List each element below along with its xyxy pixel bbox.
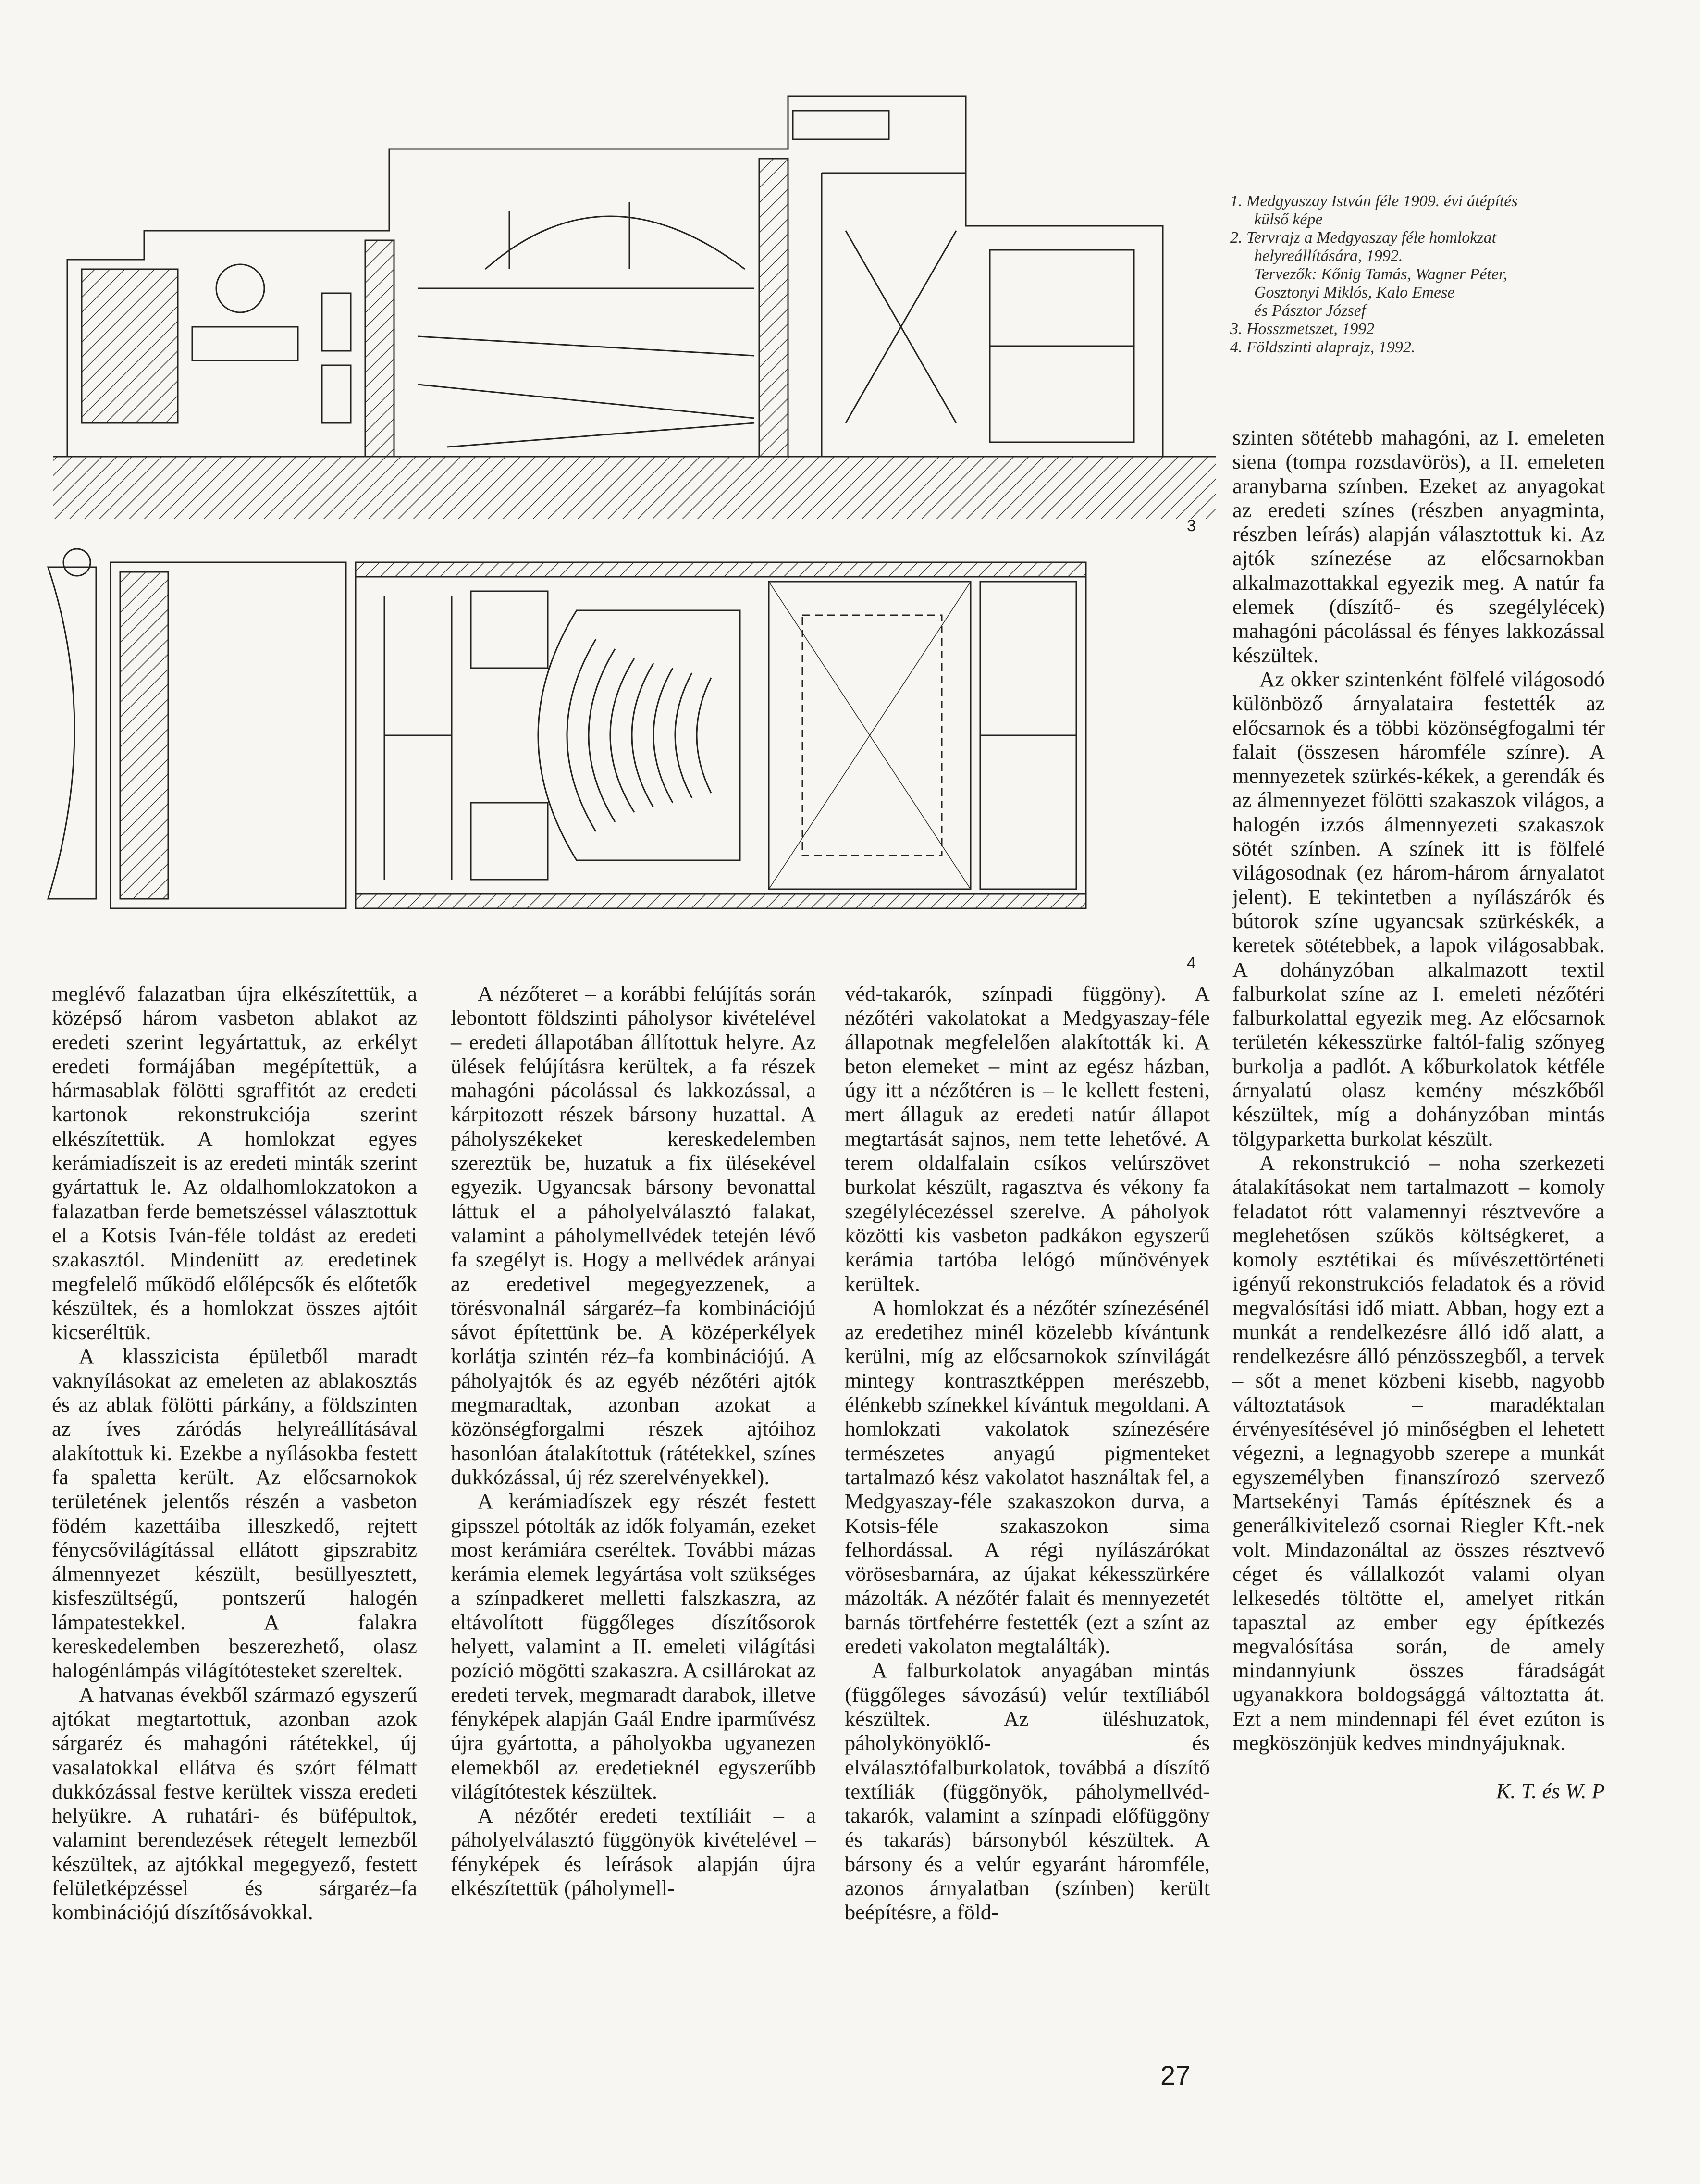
paragraph: A nézőteret – a korábbi felújítás során lebontott földszinti páholysor kivételével – eredeti állapotában állítottuk helyre. Az ülések felújításra kerültek, a fa részek mahagóni pácolással és lakkozással, a kárpitozott részek bársony huzattal. A páholyszékeket kereskedelemben szereztük be, huzatuk a fix ülésekével egyezik. Ugyancsak bársony bevonattal láttuk el a páholyelválasztó falakat, valamint a páholymellvédek tetején lévő fa szegélyt is. Hogy a mellvédek arányai az eredetivel megegyezzenek, a törésvonalnál sárgaréz–fa kombinációjú sávot építettünk be. A középerkélyek korlátja szintén réz–fa kombinációjú. A páholyajtók és az egyéb nézőtéri ajtók megmaradtak, azonban azokat a közönségforgalmi részek ajtóihoz hasonlóan átalakítottuk (rátétekkel, színes dukkózással, új réz szerelvényekkel). [451, 981, 816, 1489]
paragraph: A homlokzat és a nézőtér színezésénél az eredetihez minél közelebb kívántunk kerülni, míg az előcsarnokok színvilágát mintegy kontrasztképpen merészebb, élénkebb színekkel kívántuk megoldani. A homlokzati vakolatok színezésére természetes anyagú pigmenteket tartalmazó kész vakolatot használtak fel, a Medgyaszay-féle szakaszokon durva, a Kotsis-féle szakaszokon sima felhordással. A régi nyílászárókat vörösesbarnára, az újakat kékesszürkére mázolták. A nézőtér falait és mennyezetét barnás törtfehérre festették (ezt a színt az eredeti vakolaton megtalálták). [845, 1295, 1210, 1659]
figure-number-4: 4 [1187, 954, 1196, 972]
text-column-3 [845, 981, 1210, 1924]
paragraph: szinten sötétebb mahagóni, az I. emeleten siena (tompa rozsdavörös), a II. emeleten aranybarna színben. Ezeket az anyagokat az eredeti színes (részben anyagminta, részben leírás) alapján választottuk ki. Az ajtók színezése az előcsarnokban alkalmazottakkal egyezik meg. A natúr fa elemek (díszítő- és szegélylécek) mahagóni pácolással és fényes lakkozással készültek. [1232, 425, 1605, 667]
text-column-1 [52, 981, 417, 1924]
figure-number-3: 3 [1187, 517, 1196, 535]
caption-line: helyreállítására, 1992. [1254, 247, 1403, 265]
caption-line: 2. Tervrajz a Medgyaszay féle homlokzat [1230, 229, 1497, 247]
paragraph: A falburkolatok anyagában mintás (függőleges sávozású) velúr textíliából készültek. Az üléshuzatok, páholykönyöklő- és elválasztófalburkolatok, továbbá a díszítő textíliák (függönyök, páholymellvéd-takarók, valamint a színpadi előfüggöny és takarás) bársonyból készültek. A bársony és a velúr egyaránt háromféle, azonos árnyalatban (színben) került beépítésre, a föld- [845, 1658, 1210, 1924]
paragraph: A kerámiadíszek egy részét festett gipsszel pótolták az idők folyamán, ezeket most kerámiára cseréltek. További mázas kerámia elemek legyártása volt szükséges a színpadkeret melletti falszkaszra, az eltávolított függőleges díszítősorok helyett, valamint a II. emeleti világítási pozíció mögötti szakaszra. A csillárokat az eredeti tervek, megmaradt darabok, illetve fényképek alapján Gaál Endre iparművész újra gyártotta, a páholyokba ugyanezen elemekből az eredetieknél egyszerűbb világítótestek készültek. [451, 1489, 816, 1803]
paragraph: A nézőtér eredeti textíliáit – a páholyelválasztó függönyök kivételével – fényképek és leírások alapján újra elkészítettük (páholymell- [451, 1803, 816, 1900]
page-number: 27 [1160, 2060, 1191, 2090]
caption-line: és Pásztor József [1254, 302, 1366, 320]
paragraph: A hatvanas évekből származó egyszerű ajtókat megtartottuk, azonban azok sárgaréz és mahagóni rátétekkel, új vasalatokkal ellátva és szórt félmatt dukkózással festve kerültek vissza eredeti helyükre. A ruhatári- és büfépultok, valamint berendezések rétegelt lemezből készültek, az ajtókkal megegyező, festett felületképzéssel és sárgaréz–fa kombinációjú díszítősávokkal. [52, 1682, 417, 1924]
caption-line: 4. Földszinti alaprajz, 1992. [1230, 338, 1416, 356]
paragraph: meglévő falazatban újra elkészítettük, a középső három vasbeton ablakot az eredeti szerint legyártattuk, az erkélyt eredeti formájában megépítettük, a hármasablak fölötti sgraffitót az eredeti kartonok rekonstrukciója szerint elkészítettük. A homlokzat egyes kerámiadíszeit is az eredeti minták szerint gyártattuk le. Az oldalhomlokzatokon a falazatban ferde bemetszéssel választottuk el a Kotsis Iván-féle toldást az eredeti szakasztól. Mindenütt az eredetinek megfelelő működő előlépcsők és előtetők készültek, és a homlokzat összes ajtóit kicseréltük. [52, 981, 417, 1344]
paragraph: A klasszicista épületből maradt vaknyílásokat az emeleten az ablakosztás és az ablak fölötti párkány, a földszinten az íves záródás helyreállításával alakítottuk ki. Ezekbe a nyílásokba festett fa spaletta került. Az előcsarnokok területének jelentős részén a vasbeton födém kazettáiba illeszkedő, rejtett fénycsővilágítással ellátott gipszrabitz álmennyezet készült, besüllyesztett, kisfeszültségű, pontszerű halogén lámpatestekkel. A falakra kereskedelemben beszerezhető, olasz halogénlámpás világítótesteket szereltek. [52, 1344, 417, 1683]
caption-line: 3. Hosszmetszet, 1992 [1230, 320, 1375, 338]
paragraph: véd-takarók, színpadi függöny). A nézőtéri vakolatokat a Medgyaszay-féle állapotnak megfelelően alakították ki. A beton elemeket – mint az egész házban, úgy itt a nézőtéren is – le kellett festeni, mert állaguk az eredeti natúr állapot megtartását sajnos, nem tette lehetővé. A terem oldalfalain csíkos velúrszövet burkolat készült, ragasztva és vékony fa szegélylécezéssel szerelve. A páholyok közötti kis vasbeton padkákon egyszerű kerámia tartóba lelógó műnövények kerültek. [845, 981, 1210, 1296]
ground-floor-plan-drawing [19, 534, 1206, 932]
caption-line: Tervezők: Kőnig Tamás, Wagner Péter, [1254, 265, 1508, 283]
caption-line: külső képe [1254, 211, 1323, 228]
longitudinal-section-drawing [53, 87, 1216, 519]
paragraph: Az okker szintenként fölfelé világosodó különböző árnyalataira festették az előcsarnok és a többi közönségfogalmi tér falait (összesen háromféle színre). A mennyezetek szürkés-kékek, a gerendák és az álmennyezet fölötti szakaszok világos, a halogén izzós álmennyezeti szakaszok sötét színben. A színek itt is fölfelé világosodnak (ez három-három árnyalatot jelent). E tekintetben a nyílászárók és bútorok színe ugyancsak szürkéskék, a keretek sötétebbek, a lapok világosabbak. A dohányzóban alkalmazott textil falburkolat színe az I. emeleti nézőtéri falburkolattal egyezik meg. Az előcsarnok területén kékesszürke faltól-falig szőnyeg burkolja a padlót. A kőburkolatok kétféle árnyalatú olasz kemény mészkőből készültek, míg a dohányzóban mintás tölgyparketta burkolat készült. [1232, 667, 1605, 1151]
text-column-4 [1232, 425, 1605, 1803]
caption-line: Gosztonyi Miklós, Kalo Emese [1254, 284, 1455, 301]
text-column-2 [451, 981, 816, 1900]
caption-line: 1. Medgyaszay István féle 1909. évi átépítés [1230, 192, 1518, 210]
figure-captions [1230, 192, 1653, 357]
author-signature: K. T. és W. P [1496, 1779, 1605, 1803]
paragraph: A rekonstrukció – noha szerkezeti átalakításokat nem tartalmazott – komoly feladatot rótt valamennyi résztvevőre a meglehetősen szűkös költségkeret, a komoly esztétikai és művészettörténeti igényű rekonstrukciós feladatok és a rövid megvalósítási idő miatt. Abban, hogy ezt a munkát a rendelkezésre álló idő alatt, a rendelkezésre álló pénzösszegből, a tervek – sőt a menet közbeni kisebb, nagyobb változtatások – maradéktalan érvényesítésével jó minőségben el lehetett végezni, a legnagyobb szerepe a munkát egyszemélyben finanszírozó szervező Martsekényi Tamás építésznek és a generálkivitelező csornai Riegler Kft.-nek volt. Mindazonáltal az összes résztvevő céget és vállalkozót valami olyan lelkesedés töltötte el, amelyet ritkán tapasztal az ember egy építkezés megvalósítása során, de amely mindannyiunk összes fáradságát ugyanakkora boldogsággá változtatta át. Ezt a nem mindennapi fél évet ezúton is megköszönjük kedves mindnyájuknak. [1232, 1150, 1605, 1755]
